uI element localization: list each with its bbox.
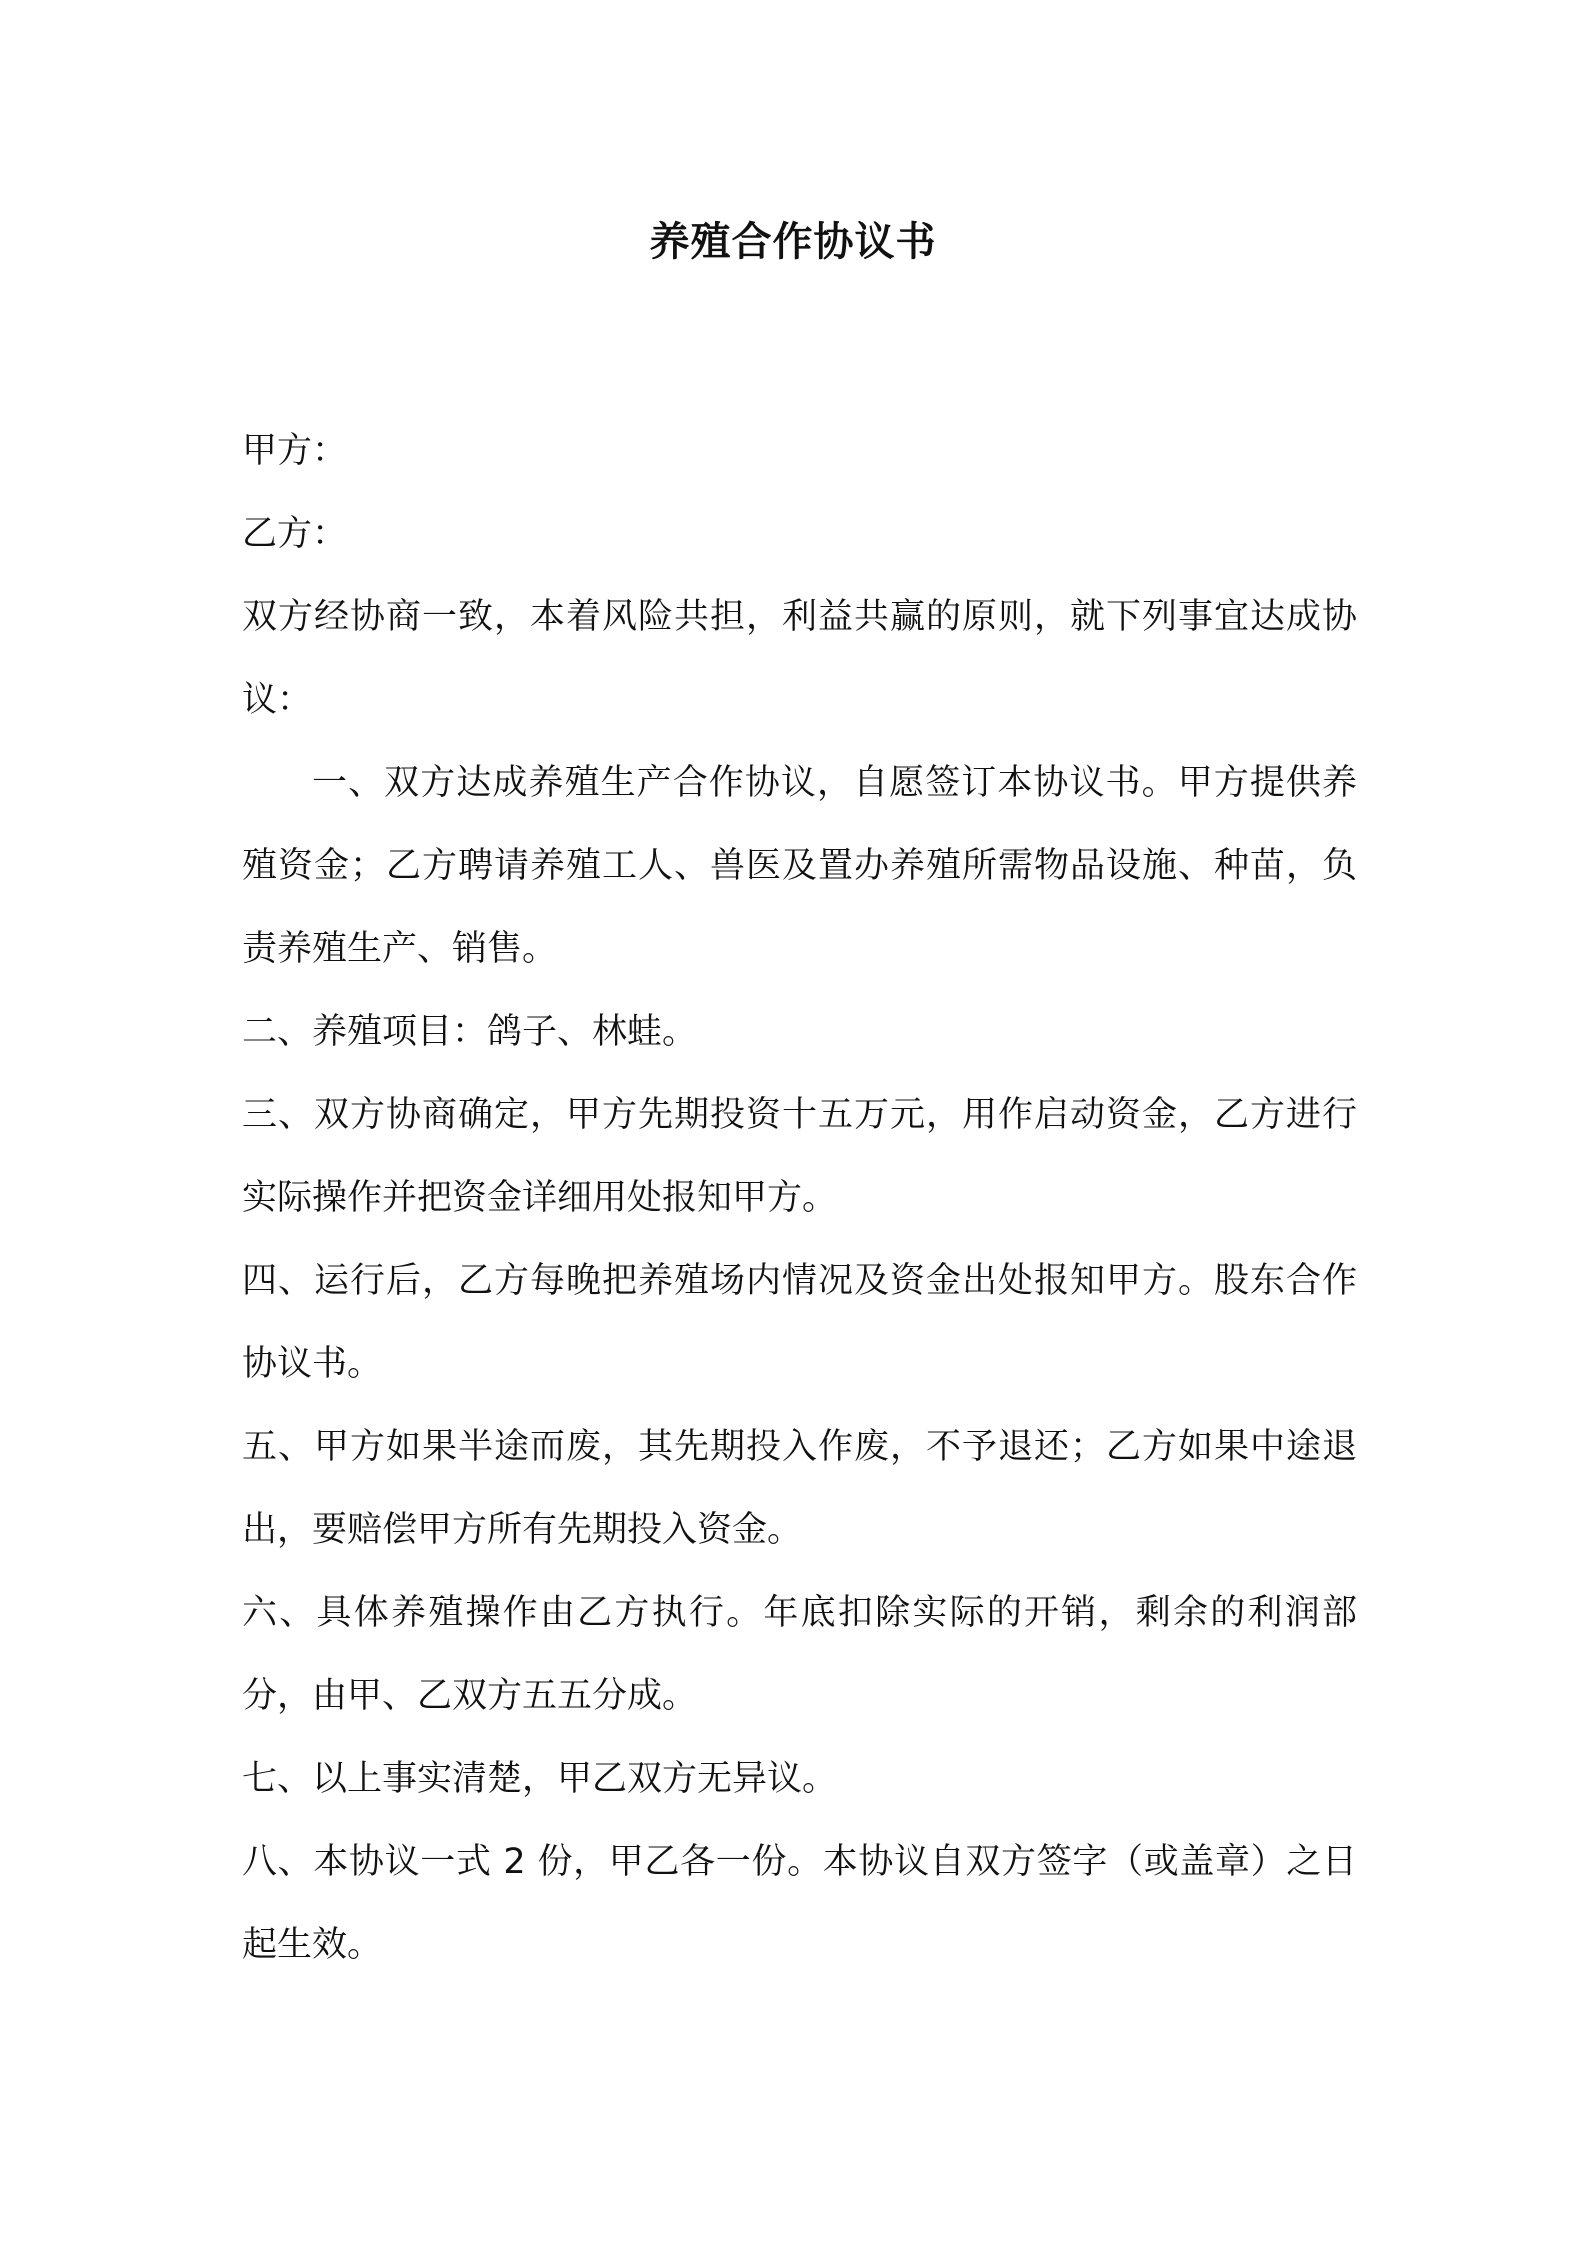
- preamble-paragraph: 双方经协商一致，本着风险共担，利益共赢的原则，就下列事宜达成协议：: [242, 597, 1357, 720]
- clause-6: 六、具体养殖操作由乙方执行。年底扣除实际的开销，剩余的利润部分，由甲、乙双方五五分成。: [242, 1593, 1357, 1716]
- party-a-label: 甲方：: [242, 431, 348, 471]
- clause-1: 一、双方达成养殖生产合作协议，自愿签订本协议书。甲方提供养殖资金；乙方聘请养殖工人、兽医及置办养殖所需物品设施、种苗，负责养殖生产、销售。: [242, 763, 1357, 969]
- document-title: 养殖合作协议书: [649, 219, 937, 265]
- clause-8: 八、本协议一式 2 份，甲乙各一份。本协议自双方签字（或盖章）之日起生效。: [242, 1842, 1357, 1965]
- document-body: [242, 410, 1357, 1987]
- party-b-label: 乙方：: [242, 514, 348, 554]
- clause-7: 七、以上事实清楚，甲乙双方无异议。: [242, 1759, 838, 1799]
- clause-4: 四、运行后，乙方每晚把养殖场内情况及资金出处报知甲方。股东合作协议书。: [242, 1261, 1357, 1384]
- clause-5: 五、甲方如果半途而废，其先期投入作废，不予退还；乙方如果中途退出，要赔偿甲方所有先期投入资金。: [242, 1427, 1357, 1550]
- clause-2: 二、养殖项目：鸽子、林蛙。: [242, 1012, 698, 1052]
- clause-3: 三、双方协商确定，甲方先期投资十五万元，用作启动资金，乙方进行实际操作并把资金详细用处报知甲方。: [242, 1095, 1357, 1218]
